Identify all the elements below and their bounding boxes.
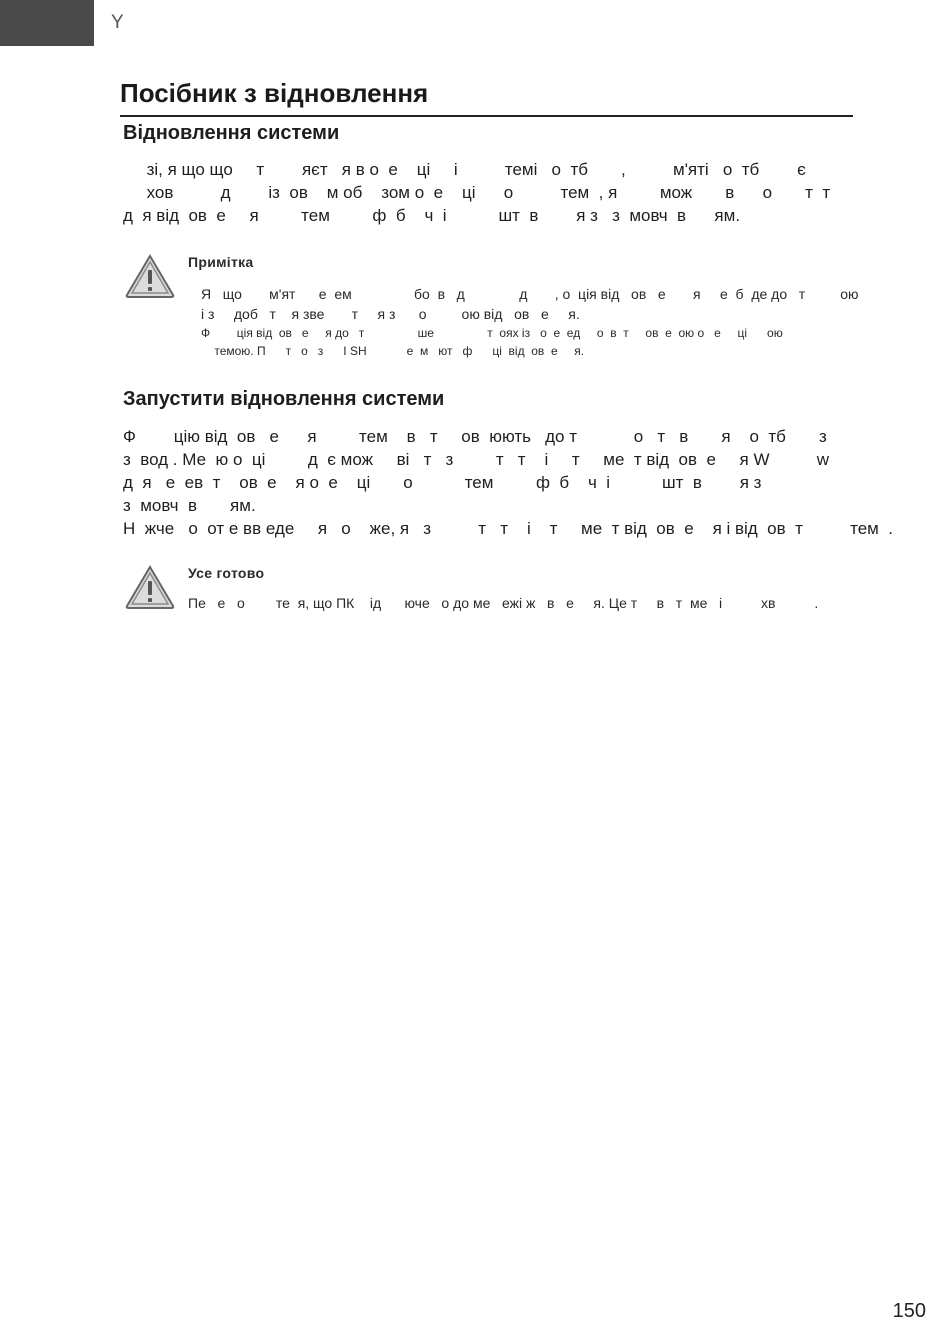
body-line: Н жче о от е вв еде я о же, я з т т і т ме т від ов е я і від ов т тем . [123, 519, 894, 538]
note-title: Примітка [188, 254, 254, 270]
section-body-system-recovery [123, 158, 851, 227]
chapter-tab-letter: Y [111, 12, 124, 33]
body-line: хов д із ов м об зом о е ці о тем , я мож в о т т [123, 183, 831, 202]
note-line: і з доб т я зве т я з о ою від ов е я. [201, 306, 580, 322]
note-line: Пе е о те я, що ПК ід юче о до ме ежі ж в е я. Це т в т ме і хв . [188, 595, 819, 611]
section-body-launch-recovery [123, 425, 894, 540]
body-line: з мовч в ям. [123, 496, 256, 515]
body-line: д я від ов е я тем ф б ч і шт в я з з мовч в ям. [123, 206, 741, 225]
section-heading-launch-recovery: Запустити відновлення системи [123, 388, 445, 410]
body-line: Ф цію від ов е я тем в т ов юють до т о т в я о тб з [123, 427, 827, 446]
chapter-tab-block [0, 0, 94, 46]
body-line: д я е ев т ов е я о е ці о тем ф б ч і шт в я з [123, 473, 762, 492]
page-title: Посібник з відновлення [120, 78, 429, 108]
note-title: Усе готово [188, 565, 265, 581]
body-line: з вод . Ме ю о ці д є мож ві т з т т і т ме т від ов е я W w [123, 450, 830, 469]
body-line: зі, я що що т яєт я в о е ці і темі о тб , м'яті о тб є [123, 160, 806, 179]
note-line: Я що м'ят е ем бо в д д , о ція від ов е я е б де до т ою [201, 286, 859, 302]
section-heading-system-recovery: Відновлення системи [123, 122, 340, 144]
title-divider [120, 115, 853, 117]
note-line: темою. П т о з I SH е м ют ф ці від ов е я. [201, 344, 585, 358]
page-number: 150 [892, 1300, 926, 1322]
warning-triangle-icon [124, 564, 176, 610]
warning-triangle-icon [124, 253, 176, 299]
note-line: Ф ція від ов е я до т ше т оях із о е ед о в т ов е ою о е ці ою [201, 326, 783, 340]
